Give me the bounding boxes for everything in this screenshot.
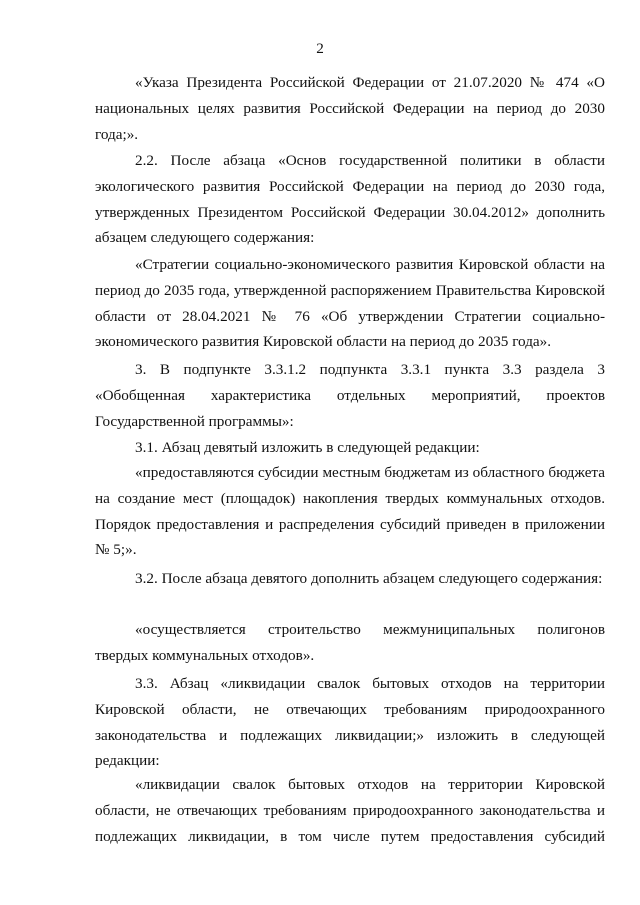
paragraph-2-2: 2.2. После абзаца «Основ государственной политики в области экологического развития Российской Федерации на период до 2030 года, утвержденных Президентом Российской Федерации 30.04.2012» дополнить абзацем следующего содержания: — [95, 152, 605, 247]
paragraph-3-3: 3.3. Абзац «ликвидации свалок бытовых отходов на территории Кировской области, не отвечающих требованиям природоохранного законодательства и подлежащих ликвидации;» изложить в следующей редакции: — [95, 675, 605, 770]
paragraph-dumps-liquidation: «ликвидации свалок бытовых отходов на территории Кировской области, не отвечающих требованиям природоохранного законодательства и подлежащих ликвидации, в том числе путем предоставления субсидий — [95, 776, 605, 845]
paragraph-strategy-reference: «Стратегии социально-экономического развития Кировской области на период до 2035 года, утвержденной распоряжением Правительства Кировской области от 28.04.2021 № 76 «Об утверждении Стратегии социально-экономического развития Кировской области на период до 2035 года». — [95, 256, 605, 351]
paragraph-subsidies: «предоставляются субсидии местным бюджетам из областного бюджета на создание мест (площадок) накопления твердых коммунальных отходов. Порядок предоставления и распределения субсидий приведен в приложении № 5;». — [95, 464, 605, 559]
paragraph-3-2: 3.2. После абзаца девятого дополнить абзацем следующего содержания: — [135, 570, 603, 587]
paragraph-landfills: «осуществляется строительство межмуниципальных полигонов твердых коммунальных отходов». — [95, 621, 605, 664]
page-number: 2 — [316, 40, 324, 57]
paragraph-decree-reference: «Указа Президента Российской Федерации от 21.07.2020 № 474 «О национальных целях развития Российской Федерации на период до 2030 года;». — [95, 74, 605, 143]
paragraph-3-1: 3.1. Абзац девятый изложить в следующей редакции: — [135, 439, 480, 456]
paragraph-3: 3. В подпункте 3.3.1.2 подпункта 3.3.1 пункта 3.3 раздела 3 «Обобщенная характеристика отдельных мероприятий, проектов Государственной программы»: — [95, 361, 605, 430]
